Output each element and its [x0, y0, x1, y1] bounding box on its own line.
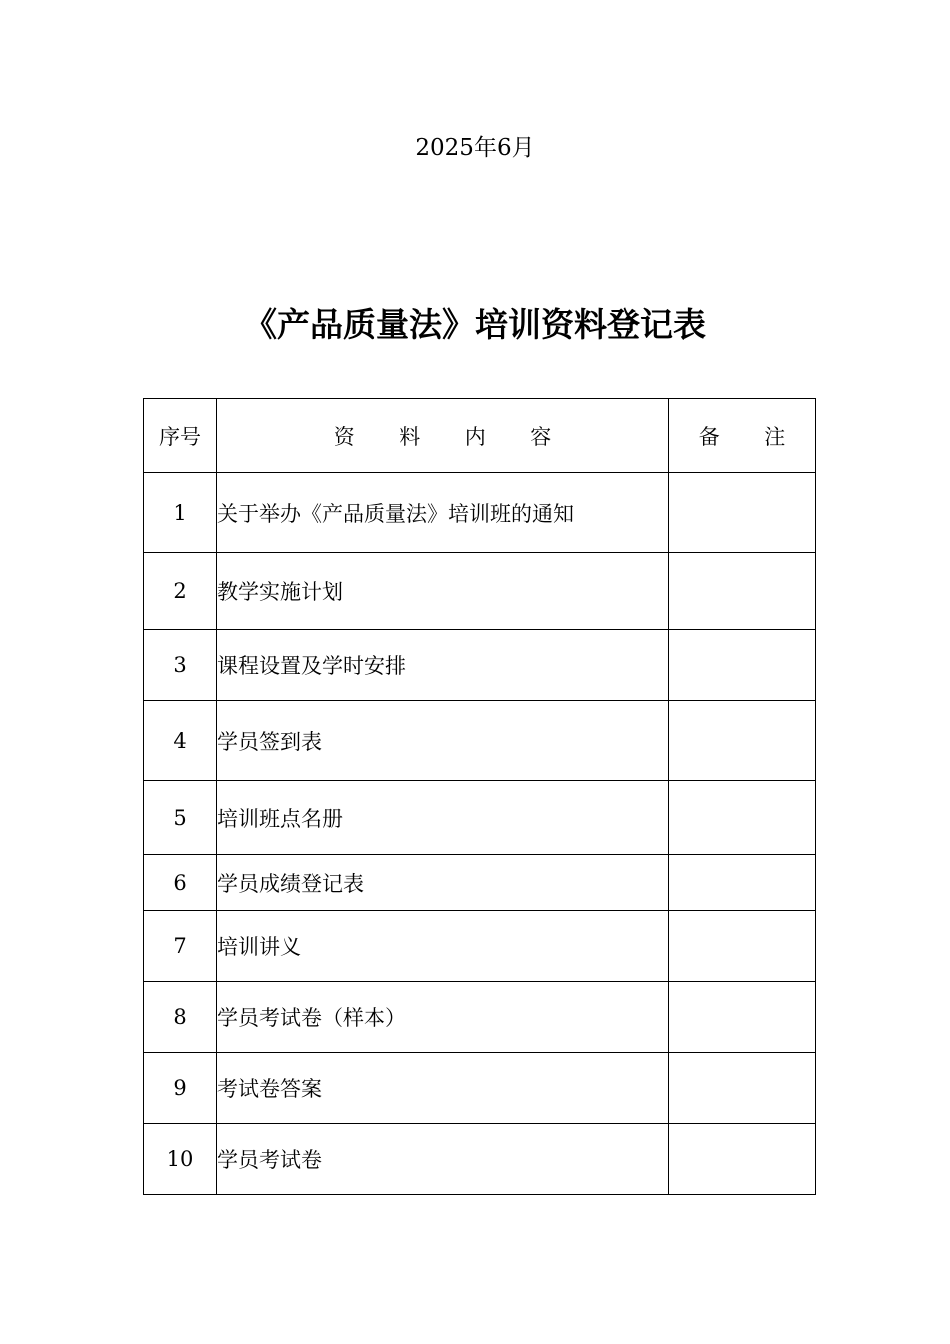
row-remark	[669, 473, 816, 553]
row-number: 1	[144, 473, 217, 553]
row-number: 4	[144, 701, 217, 781]
row-content: 学员考试卷	[217, 1124, 669, 1195]
row-remark	[669, 701, 816, 781]
row-content: 考试卷答案	[217, 1053, 669, 1124]
table-header-row	[144, 399, 816, 473]
column-header-remark-label: 备 注	[698, 424, 805, 449]
row-content: 培训讲义	[217, 911, 669, 982]
training-materials-register-table	[143, 398, 816, 1195]
row-content: 关于举办《产品质量法》培训班的通知	[217, 473, 669, 553]
table-row	[144, 473, 816, 553]
table-row	[144, 701, 816, 781]
row-number: 3	[144, 630, 217, 701]
column-header-no: 序号	[144, 399, 217, 473]
row-remark	[669, 781, 816, 855]
table-row	[144, 553, 816, 630]
table-row	[144, 1053, 816, 1124]
column-header-remark	[669, 399, 816, 473]
row-content: 学员成绩登记表	[217, 855, 669, 911]
table-row	[144, 982, 816, 1053]
row-remark	[669, 911, 816, 982]
row-number: 10	[144, 1124, 217, 1195]
document-title: 《产品质量法》培训资料登记表	[244, 305, 706, 344]
row-number: 8	[144, 982, 217, 1053]
row-content: 学员考试卷（样本）	[217, 982, 669, 1053]
table-row	[144, 855, 816, 911]
row-content: 课程设置及学时安排	[217, 630, 669, 701]
document-date: 2025年6月	[415, 135, 535, 161]
row-content: 教学实施计划	[217, 553, 669, 630]
row-remark	[669, 855, 816, 911]
table-row	[144, 911, 816, 982]
row-number: 5	[144, 781, 217, 855]
row-number: 7	[144, 911, 217, 982]
row-remark	[669, 630, 816, 701]
table-row	[144, 630, 816, 701]
row-remark	[669, 982, 816, 1053]
row-number: 9	[144, 1053, 217, 1124]
row-remark	[669, 1124, 816, 1195]
row-remark	[669, 1053, 816, 1124]
row-content: 学员签到表	[217, 701, 669, 781]
row-content: 培训班点名册	[217, 781, 669, 855]
column-header-content-label: 资 料 内 容	[333, 424, 571, 449]
table-row	[144, 1124, 816, 1195]
column-header-content	[217, 399, 669, 473]
row-number: 2	[144, 553, 217, 630]
table-row	[144, 781, 816, 855]
row-remark	[669, 553, 816, 630]
row-number: 6	[144, 855, 217, 911]
